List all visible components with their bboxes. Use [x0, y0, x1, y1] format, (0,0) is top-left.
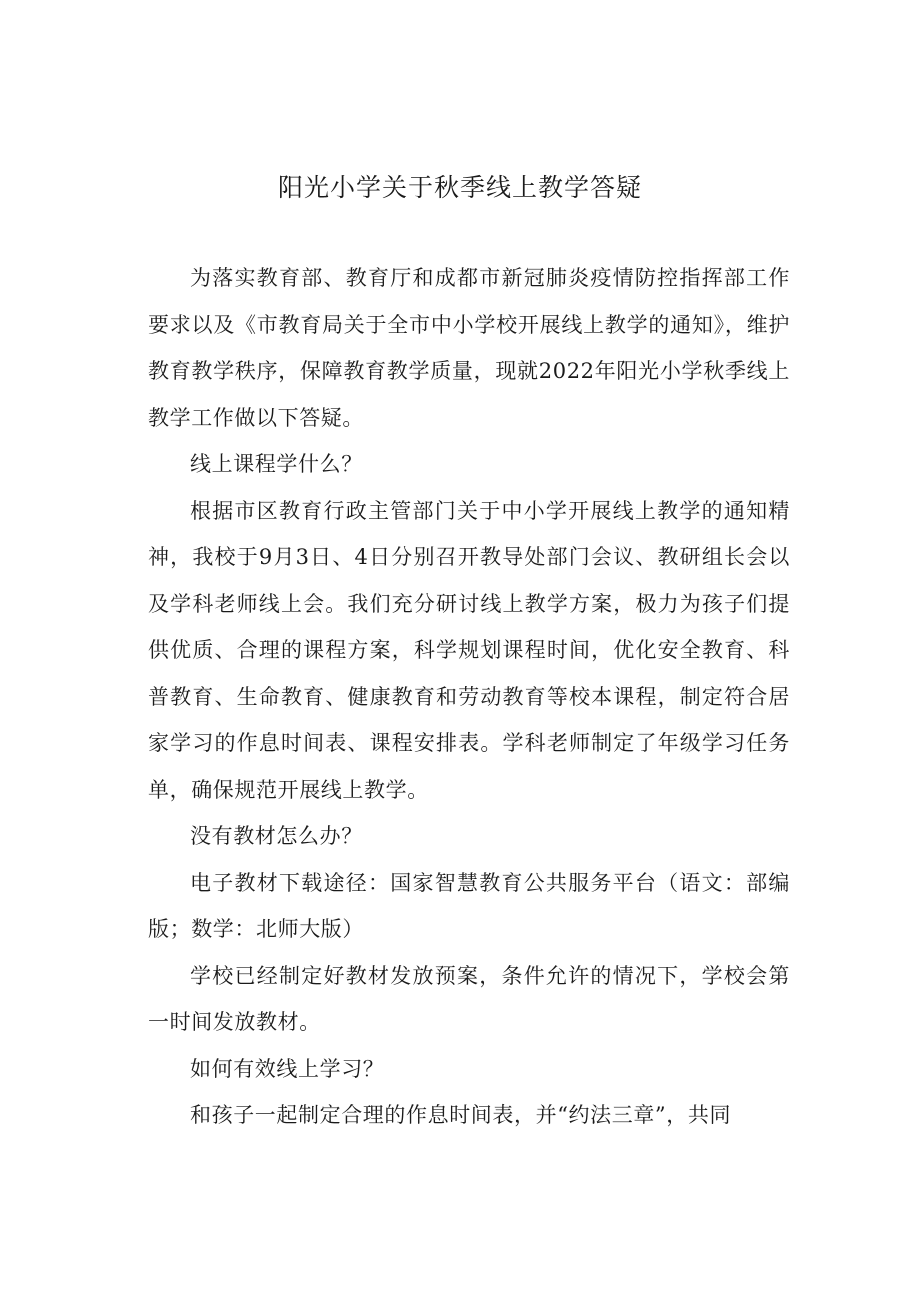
question-heading-textbooks: 没有教材怎么办？ — [190, 824, 363, 848]
intro-paragraph: 为落实教育部、教育厅和成都市新冠肺炎疫情防控指挥部工作要求以及《市教育局关于全市中小学校开展线上教学的通知》，维护教育教学秩序，保障教育教学质量，现就2022年阳光小学秋季线上教学工作做以下答疑。 — [148, 266, 790, 430]
answer-paragraph-courses: 根据市区教育行政主管部门关于中小学开展线上教学的通知精神，我校于9月3日、4日分别召开教导处部门会议、教研组长会以及学科老师线上会。我们充分研讨线上教学方案，极力为孩子们提供优质、合理的课程方案，科学规划课程时间，优化安全教育、科普教育、生命教育、健康教育和劳动教育等校本课程，制定符合居家学习的作息时间表、课程安排表。学科老师制定了年级学习任务单，确保规范开展线上教学。 — [148, 498, 790, 802]
answer-paragraph-distribution: 学校已经制定好教材发放预案，条件允许的情况下，学校会第一时间发放教材。 — [148, 963, 790, 1034]
page-title: 阳光小学关于秋季线上教学答疑 — [277, 173, 642, 202]
question-heading-courses: 线上课程学什么？ — [190, 452, 363, 476]
document-body — [148, 255, 790, 1139]
answer-paragraph-ebooks: 电子教材下载途径：国家智慧教育公共服务平台（语文：部编版；数学：北师大版） — [148, 870, 790, 941]
answer-paragraph-schedule: 和孩子一起制定合理的作息时间表，并“约法三章”，共同 — [190, 1103, 732, 1127]
question-heading-effective-learning: 如何有效线上学习？ — [190, 1056, 385, 1081]
